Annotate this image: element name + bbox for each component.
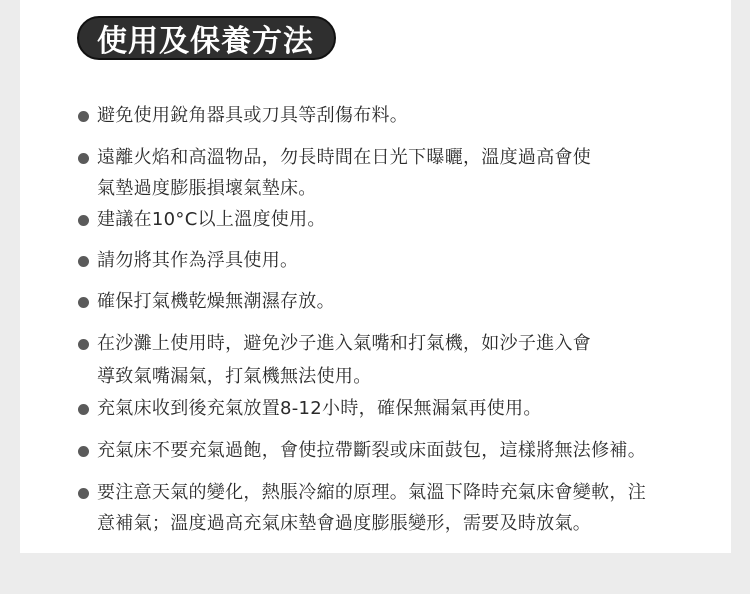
list-item-text: 在沙灘上使用時，避免沙子進入氣嘴和打氣機，如沙子進入會	[97, 333, 592, 354]
bullet-icon	[78, 339, 89, 350]
list-item-text: 氣墊過度膨脹損壞氣墊床。	[97, 178, 317, 199]
list-item-text: 避免使用銳角器具或刀具等刮傷布料。	[97, 105, 409, 126]
bullet-icon	[78, 153, 89, 164]
list-item-text: 遠離火焰和高溫物品，勿長時間在日光下曝曬，溫度過高會使	[97, 147, 592, 168]
list-item-text: 請勿將其作為浮具使用。	[97, 250, 299, 271]
list-item-text: 建議在10°C以上溫度使用。	[97, 209, 326, 230]
list-item-text: 充氣床收到後充氣放置8-12小時，確保無漏氣再使用。	[97, 398, 542, 419]
bullet-icon	[78, 488, 89, 499]
list-item-text: 導致氣嘴漏氣，打氣機無法使用。	[97, 366, 372, 387]
list-item-text: 要注意天氣的變化，熱脹冷縮的原理。氣溫下降時充氣床會變軟，注	[97, 482, 646, 503]
list-item-text: 確保打氣機乾燥無潮濕存放。	[97, 291, 335, 312]
list-item-text: 充氣床不要充氣過飽，會使拉帶斷裂或床面鼓包，這樣將無法修補。	[97, 440, 646, 461]
bullet-icon	[78, 215, 89, 226]
bullet-icon	[78, 256, 89, 267]
bullet-icon	[78, 297, 89, 308]
section-title: 使用及保養方法	[77, 16, 336, 60]
bullet-icon	[78, 404, 89, 415]
bullet-icon	[78, 446, 89, 457]
list-item-text: 意補氣；溫度過高充氣床墊會過度膨脹變形，需要及時放氣。	[97, 513, 592, 534]
bullet-icon	[78, 111, 89, 122]
